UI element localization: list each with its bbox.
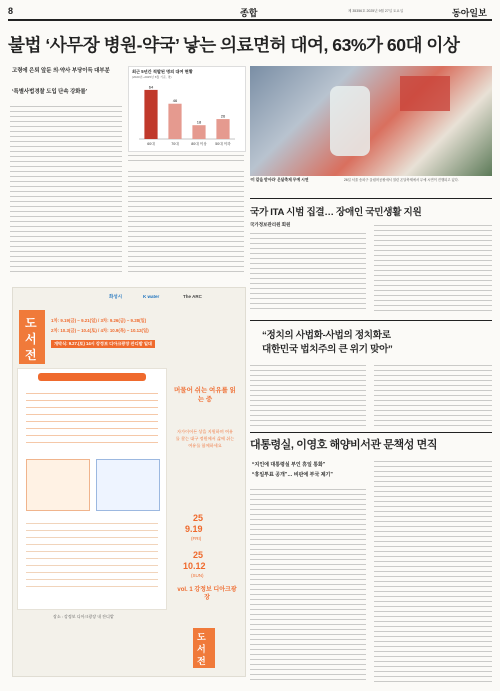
ad-opening-highlight: 개막식: 9.27.(토) 14시 강정보 디아크광장 잔디밭 일대 bbox=[51, 340, 155, 348]
header-rule bbox=[8, 19, 492, 21]
ad-bottom-logo-char-1: 도 bbox=[197, 632, 206, 642]
main-body-col-2 bbox=[128, 168, 244, 275]
ad-bottom-logo bbox=[193, 628, 215, 668]
opinion-col-1 bbox=[250, 362, 366, 426]
page-header bbox=[8, 6, 492, 18]
chart-value-label: 26 bbox=[220, 113, 226, 119]
violation-chart bbox=[128, 66, 246, 152]
ad-side-title: 머물어 쉬는 여유를 읽는 중 bbox=[174, 387, 236, 403]
ad-logo-char-2: 서 bbox=[25, 332, 37, 346]
opinion-headline-2: 대한민국 법치주의 큰 위기 맞아” bbox=[262, 344, 393, 355]
photo-flag bbox=[400, 76, 450, 111]
ita-rule bbox=[250, 198, 492, 199]
ad-date-2-year: 25 bbox=[193, 550, 204, 560]
ad-venue: vol. 1 강정보 디아크광장 bbox=[177, 587, 237, 601]
ad-program-header bbox=[38, 373, 146, 381]
section-name: 종합 bbox=[240, 8, 258, 18]
chart-bar bbox=[216, 119, 229, 139]
ad-schedule-2: 2차: 10.3(금) ~ 10.4(토) / 4차: 10.9(목) ~ 10.12(일) bbox=[51, 328, 149, 333]
ad-date-1-dow: (FRI) bbox=[191, 536, 202, 541]
bottom-col-2 bbox=[374, 458, 492, 682]
bottom-rule bbox=[250, 432, 492, 433]
chart-value-label: 18 bbox=[196, 119, 202, 125]
chart-value-label: 64 bbox=[148, 84, 154, 90]
bottom-col-1 bbox=[250, 486, 366, 682]
chart-bar bbox=[144, 90, 157, 139]
chart-title: 최근 5년간 적발된 명의 대여 현황 bbox=[132, 69, 193, 74]
main-subhead-1: 고령에 은퇴 앞둔 의·약사 부당이득 대부분 bbox=[12, 68, 110, 74]
ad-date-2-dow: (SUN) bbox=[191, 573, 204, 578]
photo-caption: 26일 서울 송파구 올림픽공원에서 열린 온달축제에서 무예 시연이 진행되고 있다. bbox=[344, 178, 459, 182]
masthead: 동아일보 bbox=[452, 9, 487, 19]
ita-headline: 국가 ITA 시범 집결… 장애인 국민생활 지원 bbox=[250, 207, 422, 218]
festival-ad bbox=[12, 287, 246, 677]
chart-bar bbox=[168, 104, 181, 139]
ad-brand-2: K water bbox=[143, 294, 160, 299]
chart-value-label: 46 bbox=[172, 98, 178, 104]
ad-logo-char-3: 전 bbox=[25, 348, 37, 362]
chart-category-label: 80대 이상 bbox=[191, 142, 207, 146]
ad-brand-3: The ARC bbox=[183, 294, 202, 299]
opinion-col-2 bbox=[374, 362, 492, 426]
ad-date-1-year: 25 bbox=[193, 513, 204, 523]
ad-side-sub: 자가이어든 상을 지원하며 여유를 찾는 대구 정원에서 삶에 쉬는 여유를 함께하세요 bbox=[175, 429, 235, 448]
chart-bar bbox=[192, 125, 205, 139]
main-body-col-3 bbox=[128, 152, 244, 164]
ad-program-panel bbox=[17, 368, 167, 610]
ad-schedule-1: 1차: 9.19(금) ~ 9.21(일) / 3차: 9.26(금) ~ 9.28(일) bbox=[51, 318, 147, 323]
ad-bottom-logo-char-2: 서 bbox=[197, 644, 206, 654]
ad-brand-1: 화성시 bbox=[109, 294, 123, 299]
ad-bottom-logo-char-3: 전 bbox=[197, 656, 206, 666]
bottom-subhead-2: “휴일투표 공개”… 비판에 부국 제기” bbox=[252, 472, 333, 478]
issue-info: 제 35356호 2025년 9월 27일 토요일 bbox=[348, 9, 404, 13]
ad-logo-book bbox=[19, 310, 45, 364]
bottom-headline: 대통령실, 이영호 해양비서관 문책성 면직 bbox=[250, 439, 438, 451]
photo-figure bbox=[330, 86, 370, 156]
chart-category-label: 60대 bbox=[147, 142, 155, 146]
ad-program-box-2 bbox=[96, 459, 160, 511]
opinion-headline-1: “정치의 사법화-사법의 정치화로 bbox=[262, 330, 391, 341]
chart-category-label: 70대 bbox=[171, 142, 179, 146]
opinion-rule bbox=[250, 320, 492, 321]
ita-byline: 국가정보관리원 회원 bbox=[250, 222, 291, 227]
bottom-subhead-1: “지인에 대통령실 부인 휴일 통화” bbox=[252, 462, 326, 468]
ad-logo-char-1: 도 bbox=[25, 316, 37, 330]
chart-note: (2020년~2025년 6월 기준, 명) bbox=[132, 75, 172, 79]
main-subhead-2: ‘특별사법경찰 도입 단속 강화를’ bbox=[12, 89, 88, 95]
ad-date-2-day: 10.12 bbox=[183, 561, 206, 571]
photo-caption-title: ‘미 칼을 받아라’ 온달축제 무예 시연 bbox=[250, 178, 309, 182]
chart-category-label: 50대 이하 bbox=[215, 142, 231, 146]
chart-svg bbox=[129, 79, 245, 151]
festival-photo bbox=[250, 66, 492, 176]
ad-date-1-day: 9.19 bbox=[185, 524, 203, 534]
page-number: 8 bbox=[8, 6, 14, 16]
ad-program-box-1 bbox=[26, 459, 90, 511]
ad-program-box-3 bbox=[26, 517, 158, 587]
ita-col-1 bbox=[250, 230, 366, 313]
main-body-col-1 bbox=[10, 103, 122, 275]
ita-col-2 bbox=[374, 222, 492, 313]
main-headline: 불법 ‘사무장 병원-약국’ 낳는 의료면허 대여, 63%가 60대 이상 bbox=[8, 35, 460, 55]
ad-program-grid bbox=[26, 387, 158, 447]
ad-footer: 장소 : 강정보 디아크광장 내 잔디밭 bbox=[53, 614, 114, 619]
